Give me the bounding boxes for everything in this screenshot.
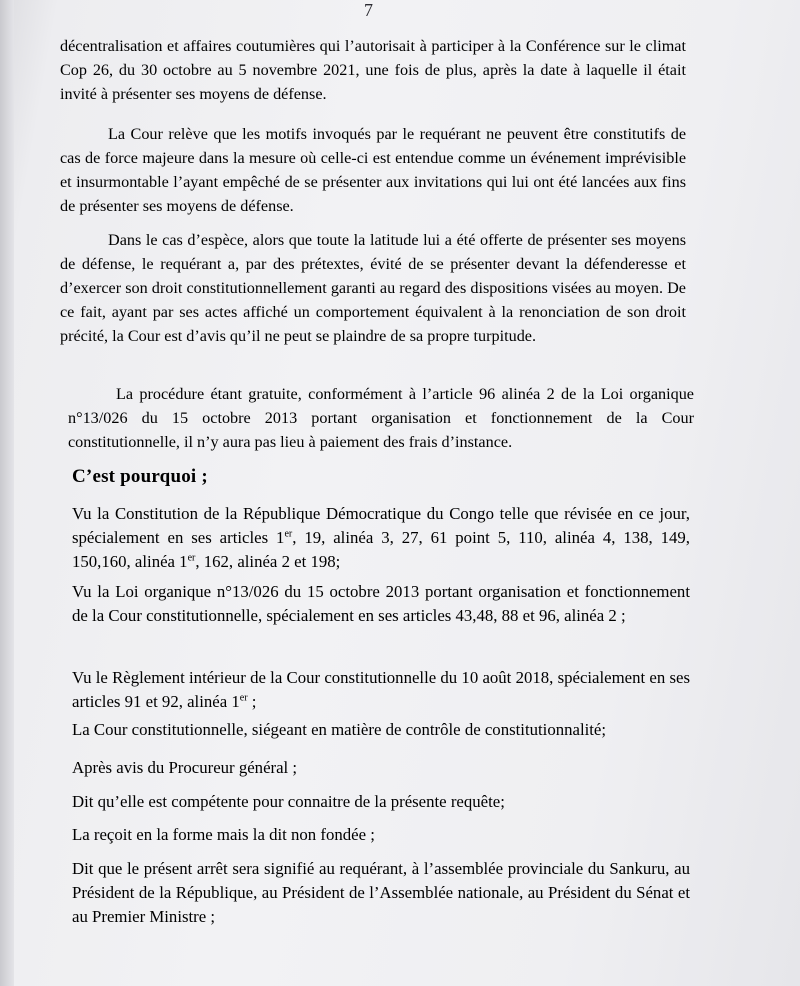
vu-constitution-part3: , 162, alinéa 2 et 198;	[195, 552, 341, 571]
vu-constitution-part1: Vu la Constitution de la République Démocratique du Congo telle que révisée en ce jour, spécialement en ses articles 1	[72, 504, 690, 547]
vu-reglement-interieur	[72, 666, 690, 714]
paragraph-procedure-text: La procédure étant gratuite, conformément à l’article 96 alinéa 2 de la Loi organique n°13/026 du 15 octobre 2013 portant organisation et fonctionnement de la Cour constitutionnelle, il n’y aura pas lieu à paiement des frais d’instance.	[68, 385, 694, 451]
page-edge-shadow	[0, 0, 14, 986]
paragraph-force-majeure-text: La Cour relève que les motifs invoqués par le requérant ne peuvent être constitutifs de cas de force majeure dans la mesure où celle-ci est entendue comme un événement imprévisible et insurmontable l’ayant empêché de se présenter aux invitations qui lui ont été lancées aux fins de présenter ses moyens de défense.	[60, 125, 686, 215]
superscript-er: er	[239, 692, 248, 704]
page-number: 7	[364, 0, 373, 20]
superscript-er: er	[187, 552, 196, 564]
paragraph-cas-espece	[60, 228, 686, 348]
vu-reglement-part1: Vu le Règlement intérieur de la Cour constitutionnelle du 10 août 2018, spécialement en ses articles 91 et 92, alinéa 1	[72, 668, 690, 711]
vu-reglement-part2: ;	[247, 692, 257, 711]
line-cour-constitutionnelle: La Cour constitutionnelle, siégeant en matière de contrôle de constitutionnalité;	[72, 720, 607, 739]
line-dit-signifie: Dit que le présent arrêt sera signifié au requérant, à l’assemblée provinciale du Sankuru, au Président de la République, au Président de l’Assemblée nationale, au Président du Sénat et au Premier Ministre ;	[72, 859, 690, 926]
vu-constitution-part2: , 19, alinéa 3, 27, 61 point 5, 110, alinéa 4, 138, 149, 150,160, alinéa 1	[72, 528, 690, 571]
paragraph-cas-espece-text: Dans le cas d’espèce, alors que toute la latitude lui a été offerte de présenter ses moyens de défense, le requérant a, par des prétextes, évité de se présenter devant la défenderesse et d’exercer son droit constitutionnellement garanti au regard des dispositions visées au moyen. De ce fait, ayant par ses actes affiché un comportement équivalent à la renonciation de son droit précité, la Cour est d’avis qu’il ne peut se plaindre de sa propre turpitude.	[60, 231, 686, 345]
line-apres-avis: Après avis du Procureur général ;	[72, 758, 298, 777]
paragraph-continuation: décentralisation et affaires coutumières qui l’autorisait à participer à la Conférence sur le climat Cop 26, du 30 octobre au 5 novembre 2021, une fois de plus, après la date à laquelle il était invité à présenter ses moyens de défense.	[60, 37, 686, 103]
vu-constitution	[72, 502, 690, 574]
superscript-er: er	[284, 528, 293, 540]
paragraph-procedure	[68, 382, 694, 454]
vu-loi-organique: Vu la Loi organique n°13/026 du 15 octobre 2013 portant organisation et fonctionnement de la Cour constitutionnelle, spécialement en ses articles 43,48, 88 et 96, alinéa 2 ;	[72, 582, 690, 625]
line-dit-competente: Dit qu’elle est compétente pour connaitre de la présente requête;	[72, 792, 505, 811]
line-recoit: La reçoit en la forme mais la dit non fondée ;	[72, 825, 375, 844]
paragraph-force-majeure	[60, 122, 686, 218]
section-heading: C’est pourquoi ;	[72, 466, 208, 487]
